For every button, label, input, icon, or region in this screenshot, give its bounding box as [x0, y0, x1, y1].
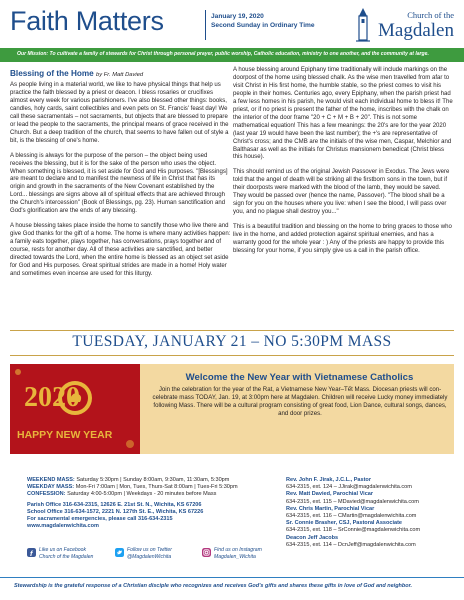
- schedule-row-confession: [27, 491, 238, 498]
- staff-name: Rev. Chris Martin, Parochial Vicar: [286, 505, 375, 512]
- article-heading: [10, 69, 143, 78]
- article-paragraph: As people living in a material world, we like to have physical things that help us practice the faith blessed by a priest or deacon. I bless rosaries or crucifixes almost every week for various parishioners. I've also blessed other things: books, candles, holy cards, saint collectibles and even pets on St. Francis' feast day! We call these sacramentals – not sacraments, but objects that are blessed to prepare or lead the people to the sacraments, the principal means of grace received in the Church. But a deep tradition of the church, that seems to have fallen out of style a bit, is the blessing of one's home.: [10, 82, 229, 144]
- liturgical-day: Second Sunday in Ordinary Time: [211, 22, 315, 29]
- staff-directory: [286, 477, 420, 549]
- emergency-line: For sacramental emergencies, please call 316-634-2315: [27, 516, 173, 523]
- staff-name: Rev. Matt Davied, Parochial Vicar: [286, 491, 374, 498]
- masthead-divider: [205, 10, 206, 40]
- social-label: Follow us on Twitter: [127, 547, 172, 553]
- church-logo: [354, 6, 458, 44]
- article-byline: by Fr. Matt Davied: [96, 72, 144, 78]
- svg-text:f: f: [30, 549, 33, 557]
- schedule-row-weekend: [27, 477, 238, 484]
- social-handle: @MagdalenWichita: [127, 553, 172, 560]
- article-paragraph: This is a beautiful tradition and blessing on the home to bring graces to those who live in the home, and added protection against spiritual enemies, and has a warranty good for the whole year : ) Any of the priests are happy to provide this blessing for your home, if you simply give us a call in the parish office.: [233, 224, 452, 255]
- social-handle: Church of the Magdalen: [39, 553, 94, 560]
- staff-name: Rev. John F. Jirak, J.C.L., Pastor: [286, 477, 371, 483]
- logo-line-large: Magdalen: [378, 20, 454, 41]
- article-paragraph: A house blessing around Epiphany time traditionally will include markings on the doorpost of the home using blessed chalk. As the wise men travelled from afar to visit Christ in His first home, the humble stable, so the priest comes to visit his people in their homes. Centuries ago, every Epiphany, when the parish priest had a few less homes in his parish, he would visit each individual home to bless it! The priest, or if no priest is present the father of the home, inscribes with the chalk on the interior of the door frame "20 + C + M + B + 20". This is not some mathematical equation! This has a few meanings: the 20's are for the year 2020 (last year 19 would have been the last number); the +'s are representative of Christ's cross; and the CMB are the initials of the wise men, Caspar, Melchior and Balthasar as well as the initials for Christus mansionem benedicat (Christ bless this house).: [233, 67, 453, 161]
- banner-rule-bottom: [10, 355, 454, 356]
- banner-rule-top: [10, 330, 454, 331]
- staff-contact[interactable]: 634-2315, ext. 115 – MDavied@magdalenwichita.com: [286, 498, 419, 505]
- staff-name: Sr. Connie Brasher, CSJ, Pastoral Associate: [286, 520, 403, 527]
- website-link[interactable]: www.magdalenwichita.com: [27, 523, 99, 530]
- newsletter-title: Faith Matters: [10, 6, 164, 36]
- social-label: Like us on Facebook: [39, 547, 87, 553]
- schedule-row-weekday: [27, 484, 238, 491]
- staff-contact[interactable]: 634-2315, ext. 116 – CMartin@magdalenwichita.com: [286, 513, 417, 520]
- logo-line-small: Church of the: [407, 10, 454, 20]
- schedule-times: Saturday 5:30pm | Sunday 8:00am, 9:30am, 11:30am, 5:30pm: [76, 477, 230, 483]
- image-caption: HAPPY NEW YEAR: [17, 429, 113, 441]
- masthead: [0, 0, 464, 48]
- article-paragraph: A blessing is always for the purpose of the person – the object being used receives the blessing, but it is for the sake of the person who uses the object. When something is blessed, it is set aside for God and His purposes. "[Blessings] are meant to declare and to manifest the newness of life in Christ that has its origin and growth in the sacraments of the New Covenant established by the Lord... blessings are signs above all of spiritual effects that are achieved through the Church's intercession" (Book of Blessings, pg. 23). Human sanctification and God's glorification are the ends of any blessing.: [10, 152, 228, 215]
- schedule-label: WEEKEND MASS:: [27, 477, 75, 483]
- article-column-right: [233, 67, 454, 263]
- new-year-graphic: [10, 364, 140, 454]
- new-year-image: [10, 364, 140, 454]
- social-twitter[interactable]: [127, 547, 172, 560]
- schedule-times: Saturday 4:00-5:00pm | Weekdays - 20 minutes before Mass: [67, 491, 217, 498]
- social-handle: Magdalen_Wichita: [214, 553, 256, 560]
- facebook-icon: [27, 548, 36, 557]
- new-year-title: Welcome the New Year with Vietnamese Catholics: [185, 372, 414, 383]
- image-year: 2020: [24, 382, 80, 413]
- mass-notice-banner: TUESDAY, JANUARY 21 – NO 5:30PM MASS: [72, 333, 392, 350]
- staff-contact[interactable]: 634-2315, ext. 118 – SrConnie@magdalenwichita.com: [286, 527, 421, 534]
- social-instagram[interactable]: [214, 547, 262, 560]
- schedule-label: WEEKDAY MASS:: [27, 484, 75, 491]
- new-year-body: Join the celebration for the year of the Rat, a Vietnamese New Year–Tết Mass. Diocesan priests will con-celebrate mass TODAY, Jan. 19, at 3:00pm here at Magdalen. Children will receive Lucky money immediately following Mass. There will be a cultural program consisting of great food, Lion Dance, cultural songs, dances, and door prizes.: [152, 386, 448, 418]
- issue-date-block: [211, 12, 315, 30]
- school-office: School Office 316-634-1572, 2221 N. 127th St. E., Wichita, KS 67226: [27, 508, 204, 515]
- instagram-icon: [202, 548, 211, 557]
- schedule-times: Mon-Fri 7:00am | Mon, Tues, Thurs-Sat 8:00am | Tues-Fri 5:30pm: [75, 484, 238, 491]
- bell-tower-icon: [356, 8, 370, 42]
- social-facebook[interactable]: [30, 547, 94, 560]
- stewardship-footer: [0, 577, 464, 595]
- social-label: Find us on Instagram: [214, 547, 262, 553]
- stewardship-statement: Stewardship is the grateful response of a Christian disciple who recognizes and receives God's gifts and shares these gifts in love of God and neighbor.: [14, 583, 413, 589]
- mission-statement: Our Mission: To cultivate a family of stewards for Christ through personal prayer, public worship, Catholic education, ministry to one another, and the community at large.: [17, 51, 429, 57]
- parish-office: Parish Office 316-634-2315, 12626 E. 21st St. N., Wichita, KS 67206: [27, 501, 202, 508]
- staff-contact[interactable]: 634-2315, ext. 114 – DcnJeff@magdalenwichita.com: [286, 541, 416, 548]
- twitter-icon: [115, 548, 124, 557]
- article-column-left: [10, 82, 231, 286]
- new-year-panel: [10, 364, 454, 454]
- mission-bar: [0, 48, 464, 62]
- schedule-block: [27, 477, 238, 530]
- staff-contact[interactable]: 634-2315, ext. 124 – JJirak@magdalenwichita.com: [286, 484, 412, 491]
- article-title: Blessing of the Home: [10, 69, 94, 78]
- article-paragraph: A house blessing takes place inside the home to sanctify those who live there and give God thanks for the gift of a home. The home is where many activities happen: a family eats together, plays together, has conversations, prays together and of course, rests for another day. All of these activities are sanctified, and better directed towards the Lord, when the entire home is blessed as an object set aside for God and His purposes. Great spiritual strides are made in a home! Holy water and sometimes even incense are used for this liturgy.: [10, 223, 231, 277]
- schedule-label: CONFESSION:: [27, 491, 66, 498]
- article-paragraph: This should remind us of the original Jewish Passover in Exodus. The Jews were told that the angel of death will be striking all the firstborn sons in the town, but if their doorposts were marked with the blood of the lamb, they would be saved. They would be passed over (hence the name, Passover). "The blood shall be a sign for you on the houses where you live: when I see the blood, I will pass over you, and no plague shall destroy you...": [233, 169, 450, 216]
- issue-date: January 19, 2020: [211, 13, 264, 20]
- staff-name: Deacon Jeff Jacobs: [286, 534, 339, 541]
